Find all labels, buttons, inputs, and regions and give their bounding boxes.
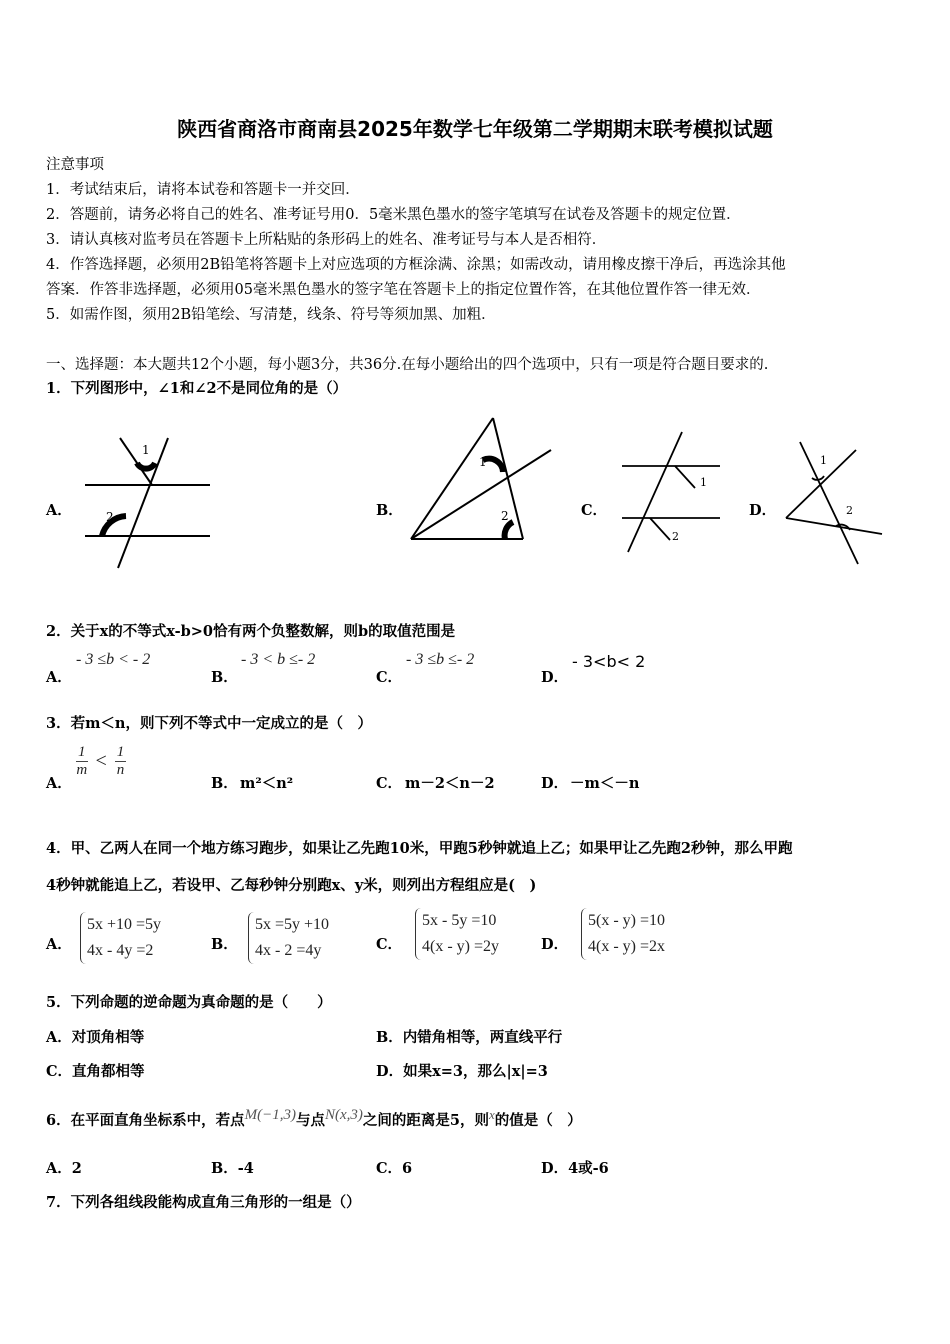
q6-stem: 6．在平面直角坐标系中，若点M(−1,3)与点N(x,3)之间的距离是5，则x的值是（ ）	[46, 1107, 582, 1129]
notice-item: 5．如需作图，须用2B铅笔绘、写清楚，线条、符号等须加黑、加粗．	[46, 307, 496, 323]
q7-stem: 7．下列各组线段能构成直角三角形的一组是（）	[46, 1194, 361, 1211]
q1-option-a-label: A．	[46, 502, 72, 519]
q2-option-a-label: A．	[46, 669, 72, 686]
q3-option-a-label: A．	[46, 775, 72, 792]
q4-option-d-label: D．	[541, 936, 569, 953]
q4-option-b-system: 5x =5y +10 4x - 2 =4y	[248, 912, 329, 964]
page-title: 陕西省商洛市商南县2025年数学七年级第二学期期末联考模拟试题	[177, 117, 773, 141]
q3-option-d: －m＜－n	[570, 775, 640, 792]
q2-option-b: - 3 < b ≤- 2	[241, 651, 316, 668]
section-heading: 一、选择题：本大题共12个小题，每小题3分，共36分.在每小题给出的四个选项中，只有一项是符合题目要求的.	[46, 357, 769, 373]
q3-option-d-label: D．	[541, 775, 569, 792]
q4-option-b-label: B．	[211, 936, 238, 953]
q5-option-c: C．直角都相等	[46, 1063, 145, 1080]
q1-option-c-label: C．	[581, 502, 608, 519]
q3-option-c: m－2＜n－2	[405, 775, 495, 792]
q1-stem: 1．下列图形中，∠1和∠2不是同位角的是（）	[46, 380, 348, 397]
q2-option-a: - 3 ≤b < - 2	[76, 651, 151, 668]
q1-figure-c	[620, 428, 725, 558]
angle-2-label: 2	[846, 504, 853, 517]
q5-option-a: A．对顶角相等	[46, 1029, 145, 1046]
notice-item: 答案．作答非选择题，必须用05毫米黑色墨水的签字笔在答题卡上的指定位置作答，在其他位置作答一律无效．	[46, 282, 761, 298]
q3-option-a: $\frac{1}{m}$ < $\frac{1}{n}$	[76, 744, 125, 778]
notice-item: 2．答题前，请务必将自己的姓名、准考证号用0．5毫米黑色墨水的签字笔填写在试卷及答题卡的规定位置．	[46, 207, 741, 223]
q5-option-b: B．内错角相等，两直线平行	[376, 1029, 563, 1046]
var-x: x	[488, 1107, 495, 1122]
angle-1-label: 1	[700, 476, 707, 489]
notice-heading: 注意事项	[46, 157, 104, 173]
q4-option-c-label: C．	[376, 936, 403, 953]
q3-stem: 3．若m＜n，则下列不等式中一定成立的是（ ）	[46, 715, 372, 732]
q4-option-c-system: 5x - 5y =10 4(x - y) =2y	[415, 908, 499, 960]
q4-option-d-system: 5(x - y) =10 4(x - y) =2x	[581, 908, 665, 960]
notice-item: 1．考试结束后，请将本试卷和答题卡一并交回．	[46, 182, 360, 198]
q6-option-a: A．2	[46, 1160, 82, 1177]
q2-option-c: - 3 ≤b ≤- 2	[406, 651, 475, 668]
notice-item: 4．作答选择题，必须用2B铅笔将答题卡上对应选项的方框涂满、涂黑；如需改动，请用橡皮擦干净后，再选涂其他	[46, 257, 786, 273]
angle-1-label: 1	[479, 455, 487, 469]
angle-1-label: 1	[820, 454, 827, 467]
notice-item: 3．请认真核对监考员在答题卡上所粘贴的条形码上的姓名、准考证号与本人是否相符．	[46, 232, 607, 248]
point-n: N(x,3)	[324, 1107, 363, 1123]
angle-1-label: 1	[142, 443, 150, 457]
q1-figure-b	[403, 410, 553, 545]
q4-option-a-system: 5x +10 =5y 4x - 4y =2	[80, 912, 161, 964]
angle-2-label: 2	[501, 509, 509, 523]
q6-option-c: C．6	[376, 1160, 413, 1177]
angle-2-label: 2	[106, 510, 114, 524]
q5-option-d: D．如果x=3，那么|x|=3	[376, 1063, 548, 1080]
q3-option-c-label: C．	[376, 775, 403, 792]
point-m: M(−1,3)	[244, 1107, 296, 1123]
q1-option-d-label: D．	[749, 502, 777, 519]
q2-option-b-label: B．	[211, 669, 238, 686]
q2-option-d: - 3<b< 2	[572, 652, 646, 671]
q1-figure-a	[80, 430, 215, 575]
q1-figure-d	[780, 438, 885, 568]
q6-option-b: B．-4	[211, 1160, 254, 1177]
q2-option-d-label: D．	[541, 669, 569, 686]
q4-stem-line2: 4秒钟就能追上乙，若设甲、乙每秒钟分别跑x、y米，则列出方程组应是( )	[46, 877, 537, 894]
q1-option-b-label: B．	[376, 502, 403, 519]
angle-2-label: 2	[672, 530, 679, 543]
q2-stem: 2．关于x的不等式x-b>0恰有两个负整数解，则b的取值范围是	[46, 623, 456, 640]
q2-option-c-label: C．	[376, 669, 403, 686]
q5-stem: 5．下列命题的逆命题为真命题的是（ ）	[46, 994, 332, 1011]
q6-option-d: D．4或-6	[541, 1160, 609, 1177]
q4-stem-line1: 4．甲、乙两人在同一个地方练习跑步，如果让乙先跑10米，甲跑5秒钟就追上乙；如果甲让乙先跑2秒钟，那么甲跑	[46, 840, 793, 857]
q3-option-b: m²＜n²	[240, 775, 294, 792]
q4-option-a-label: A．	[46, 936, 72, 953]
q3-option-b-label: B．	[211, 775, 238, 792]
